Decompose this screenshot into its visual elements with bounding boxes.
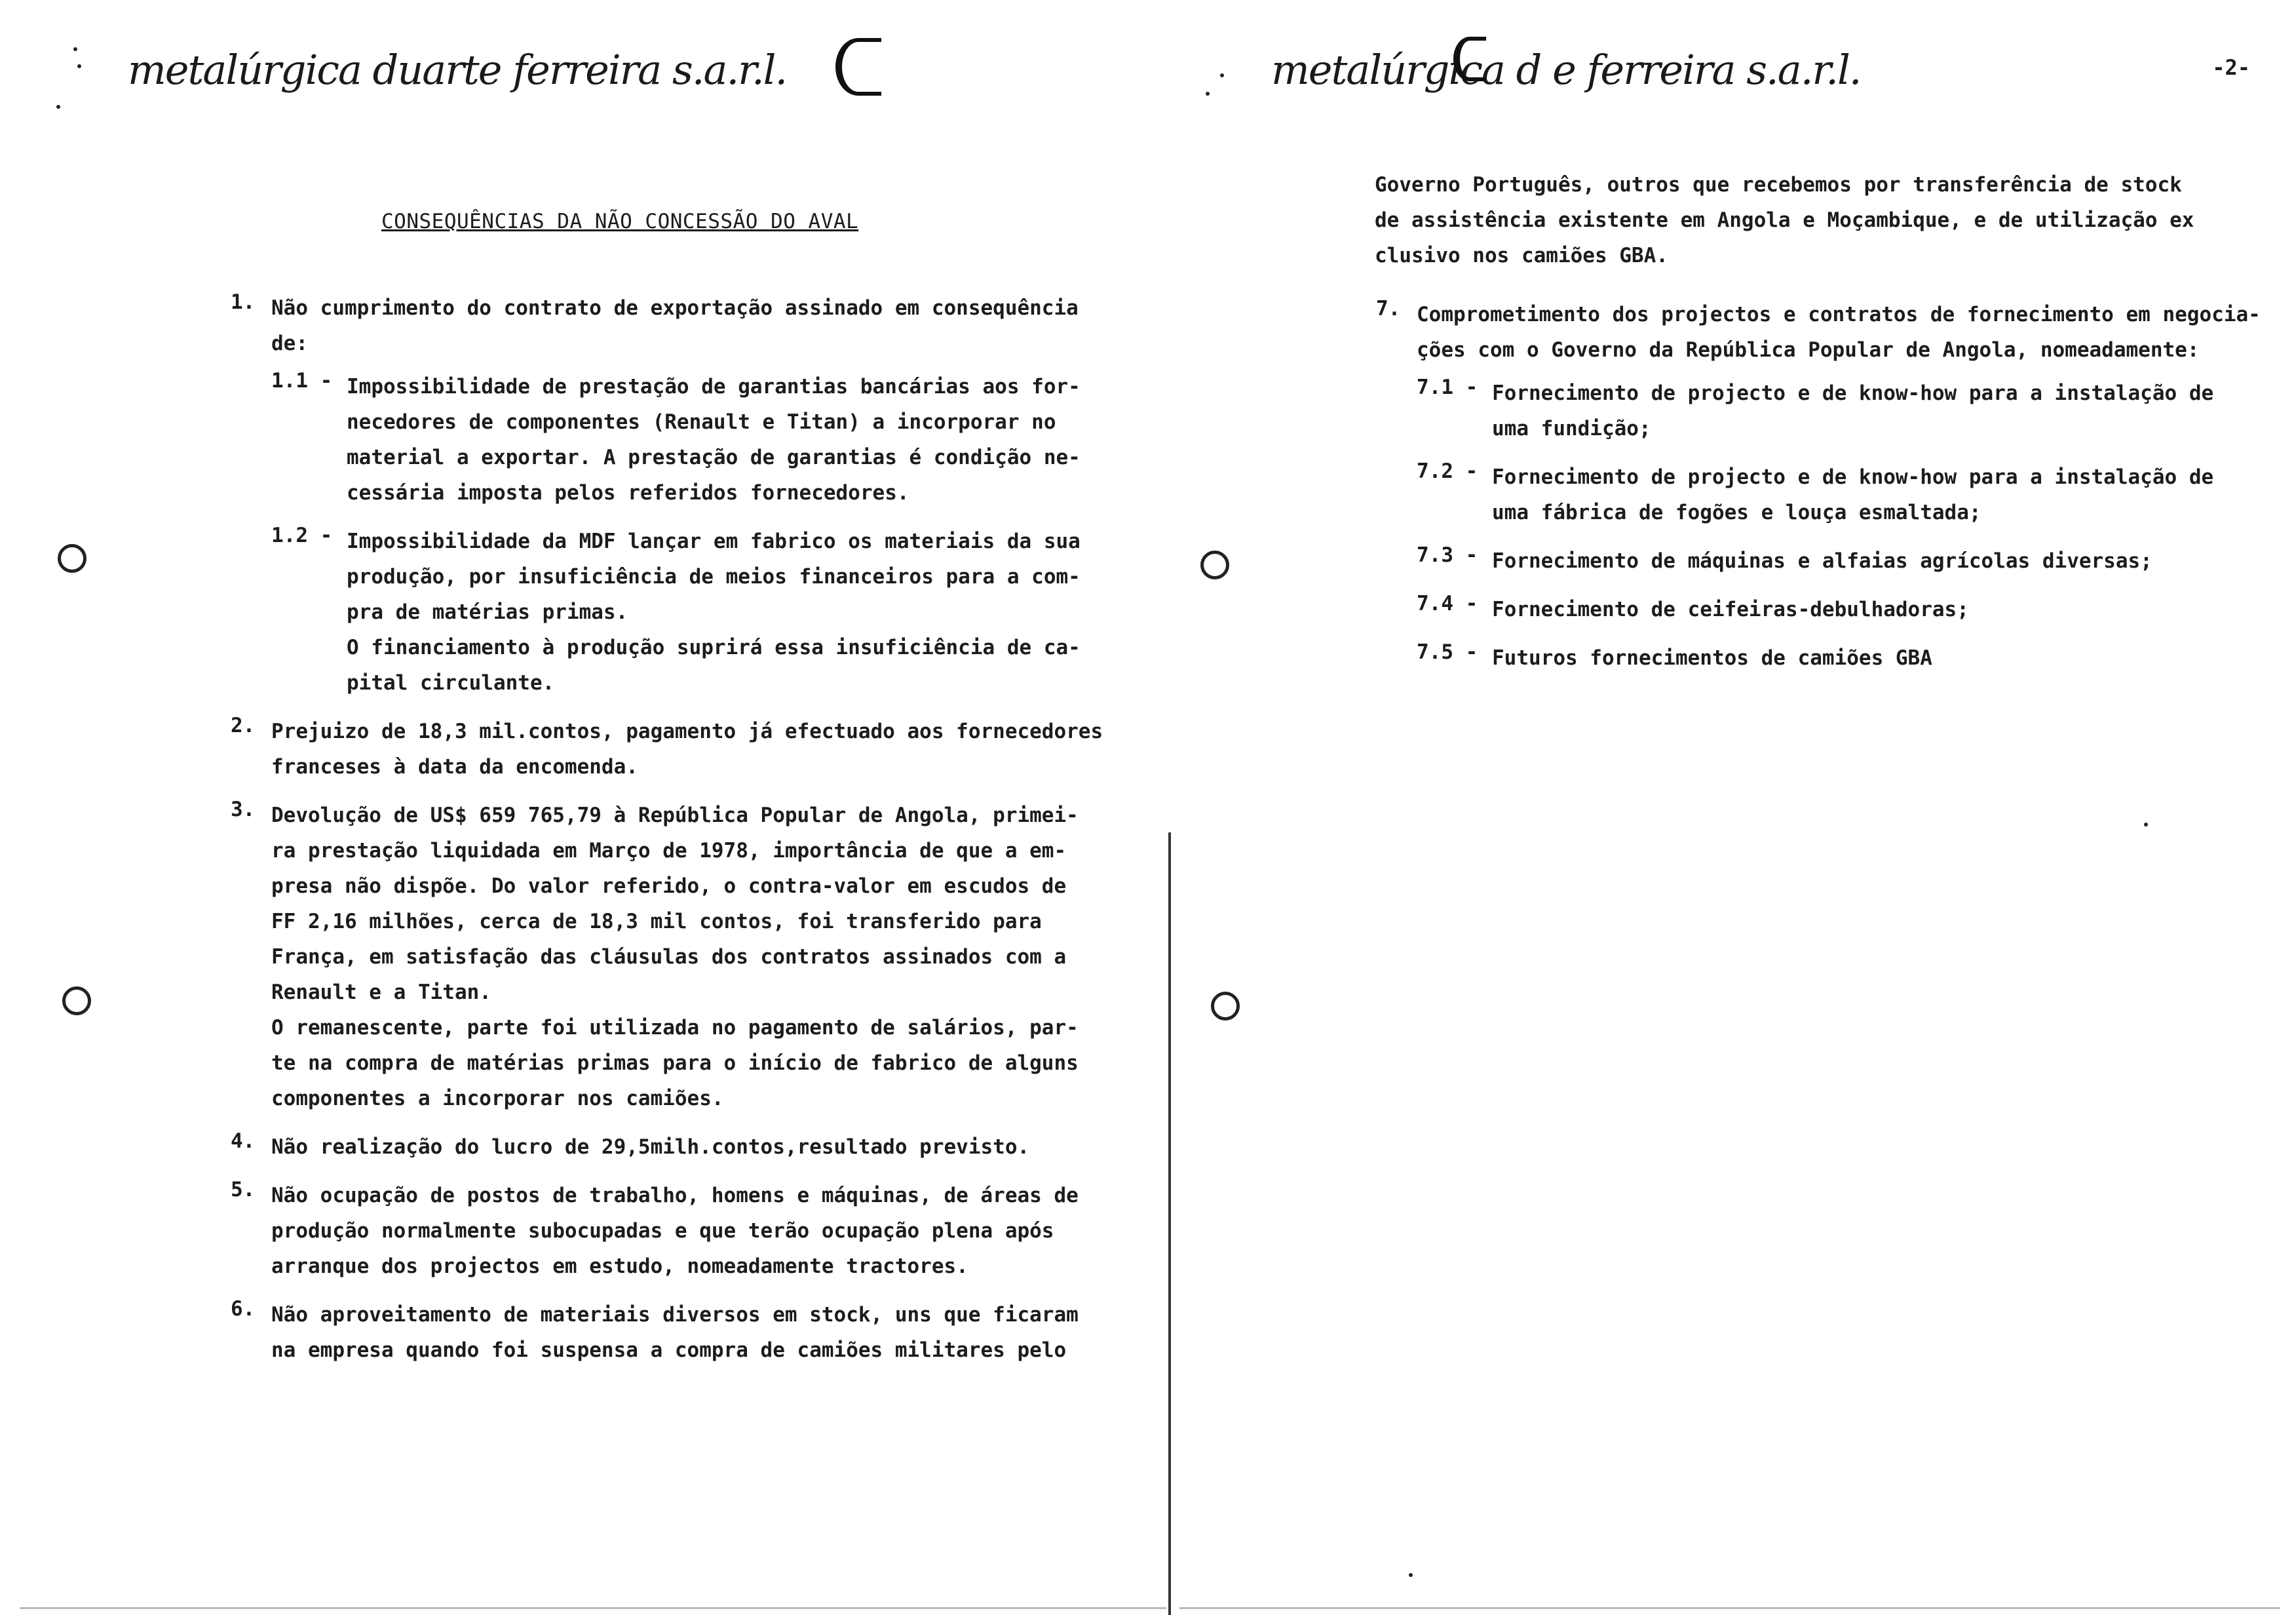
consequences-list xyxy=(231,290,1122,1381)
scan-speck xyxy=(1409,1573,1413,1577)
text-line: de assistência existente em Angola e Moçambique, e de utilização ex xyxy=(1375,208,2194,232)
sub-item xyxy=(1417,592,2280,627)
text-line: Renault e a Titan. xyxy=(271,981,491,1004)
text-line: Fornecimento de projecto e de know-how para a instalação de xyxy=(1492,465,2214,489)
text-line: Impossibilidade da MDF lançar em fabrico os materiais da sua xyxy=(347,530,1081,553)
sub-item-number: 7.1 - xyxy=(1417,376,1478,399)
text-line: presa não dispõe. Do valor referido, o contra-valor em escudos de xyxy=(271,874,1067,898)
sub-item xyxy=(1417,543,2280,579)
text-line: Comprometimento dos projectos e contratos de fornecimento em negocia- xyxy=(1417,303,2261,326)
list-item xyxy=(231,798,1122,1116)
text-line: França, em satisfação das cláusulas dos contratos assinados com a xyxy=(271,945,1067,969)
text-line: produção normalmente subocupadas e que terão ocupação plena após xyxy=(271,1219,1054,1243)
text-line: componentes a incorporar nos camiões. xyxy=(271,1087,724,1110)
text-line: arranque dos projectos em estudo, nomeadamente tractores. xyxy=(271,1255,968,1278)
text-line: franceses à data da encomenda. xyxy=(271,755,638,779)
sub-item-number: 1.2 - xyxy=(271,524,333,547)
text-line: pital circulante. xyxy=(347,671,555,695)
sub-item xyxy=(1417,459,2280,530)
sub-item-number: 7.3 - xyxy=(1417,543,1478,567)
binder-hole-mark xyxy=(1200,551,1229,579)
text-line: necedores de componentes (Renault e Titan) a incorporar no xyxy=(347,410,1056,434)
punch-crescent-mark xyxy=(1453,37,1486,81)
sub-item-number: 7.5 - xyxy=(1417,640,1478,664)
sub-item xyxy=(271,369,1122,511)
text-line: Não realização do lucro de 29,5milh.contos,resultado previsto. xyxy=(271,1135,1030,1159)
item-number: 5. xyxy=(231,1178,256,1201)
text-line: na empresa quando foi suspensa a compra de camiões militares pelo xyxy=(271,1338,1067,1362)
binder-hole-mark xyxy=(58,544,86,573)
text-line: O financiamento à produção suprirá essa insuficiência de ca- xyxy=(347,636,1081,659)
text-line: de: xyxy=(271,332,308,355)
company-letterhead: metalúrgica d e ferreira s.a.r.l. xyxy=(1271,46,1861,94)
text-line: uma fundição; xyxy=(1492,417,1651,440)
item-number: 4. xyxy=(231,1129,256,1153)
item-number: 2. xyxy=(231,714,256,737)
item-number: 7. xyxy=(1376,297,1401,321)
page-number: -2- xyxy=(2212,55,2250,80)
text-line: Não aproveitamento de materiais diversos em stock, uns que ficaram xyxy=(271,1303,1079,1327)
text-line: pra de matérias primas. xyxy=(347,600,628,624)
text-line: FF 2,16 milhões, cerca de 18,3 mil contos, foi transferido para xyxy=(271,910,1042,933)
text-line: ções com o Governo da República Popular de Angola, nomeadamente: xyxy=(1417,338,2200,362)
text-line: O remanescente, parte foi utilizada no pagamento de salários, par- xyxy=(271,1016,1079,1040)
continued-text xyxy=(1375,167,2280,273)
scan-speck xyxy=(2144,823,2148,827)
text-line: Governo Português, outros que recebemos por transferência de stock xyxy=(1375,173,2182,197)
text-line: Prejuizo de 18,3 mil.contos, pagamento já efectuado aos fornecedores xyxy=(271,720,1103,743)
binder-hole-mark xyxy=(1211,992,1240,1021)
text-line: ra prestação liquidada em Março de 1978, importância de que a em- xyxy=(271,839,1067,863)
text-line: Impossibilidade de prestação de garantias bancárias aos for- xyxy=(347,375,1081,399)
text-line: material a exportar. A prestação de garantias é condição ne- xyxy=(347,446,1081,469)
page-title: CONSEQUÊNCIAS DA NÃO CONCESSÃO DO AVAL xyxy=(381,210,859,233)
text-line: Fornecimento de projecto e de know-how para a instalação de xyxy=(1492,381,2214,405)
page-fold-line xyxy=(1168,832,1171,1615)
text-line: Fornecimento de ceifeiras-debulhadoras; xyxy=(1492,598,1969,621)
item-number: 6. xyxy=(231,1297,256,1321)
sub-item-number: 7.4 - xyxy=(1417,592,1478,615)
commitments-list xyxy=(1376,167,2280,689)
text-line: Futuros fornecimentos de camiões GBA xyxy=(1492,646,1932,670)
list-item xyxy=(231,1178,1122,1284)
text-line: Fornecimento de máquinas e alfaias agrícolas diversas; xyxy=(1492,549,2152,573)
right-page xyxy=(1173,0,2296,1615)
list-item xyxy=(1376,297,2280,676)
text-line: Não ocupação de postos de trabalho, homens e máquinas, de áreas de xyxy=(271,1184,1079,1207)
text-line: clusivo nos camiões GBA. xyxy=(1375,244,1668,267)
text-line: Não cumprimento do contrato de exportação assinado em consequência xyxy=(271,296,1079,320)
sub-item xyxy=(1417,376,2280,446)
sub-item-number: 7.2 - xyxy=(1417,459,1478,483)
scan-speck xyxy=(1206,92,1210,96)
scan-speck xyxy=(56,105,60,109)
text-line: uma fábrica de fogões e louça esmaltada; xyxy=(1492,501,1981,524)
sub-item xyxy=(271,524,1122,701)
list-item xyxy=(231,1297,1122,1368)
item-number: 3. xyxy=(231,798,256,821)
scan-speck xyxy=(73,47,77,51)
text-line: Devolução de US$ 659 765,79 à República Popular de Angola, primei- xyxy=(271,804,1079,827)
item-number: 1. xyxy=(231,290,256,314)
binder-hole-mark xyxy=(62,986,91,1015)
text-line: cessária imposta pelos referidos fornecedores. xyxy=(347,481,909,505)
list-item xyxy=(231,714,1122,785)
text-line: te na compra de matérias primas para o início de fabrico de alguns xyxy=(271,1051,1079,1075)
page-bottom-edge xyxy=(1179,1607,2280,1609)
punch-crescent-mark xyxy=(835,38,881,96)
scan-speck xyxy=(1220,73,1224,77)
sub-item xyxy=(1417,640,2280,676)
company-letterhead: metalúrgica duarte ferreira s.a.r.l. xyxy=(128,46,787,94)
list-item xyxy=(231,1129,1122,1165)
text-line: produção, por insuficiência de meios financeiros para a com- xyxy=(347,565,1081,589)
scan-speck xyxy=(77,64,81,68)
list-item xyxy=(231,290,1122,701)
page-bottom-edge xyxy=(20,1607,1166,1609)
sub-item-number: 1.1 - xyxy=(271,369,333,393)
